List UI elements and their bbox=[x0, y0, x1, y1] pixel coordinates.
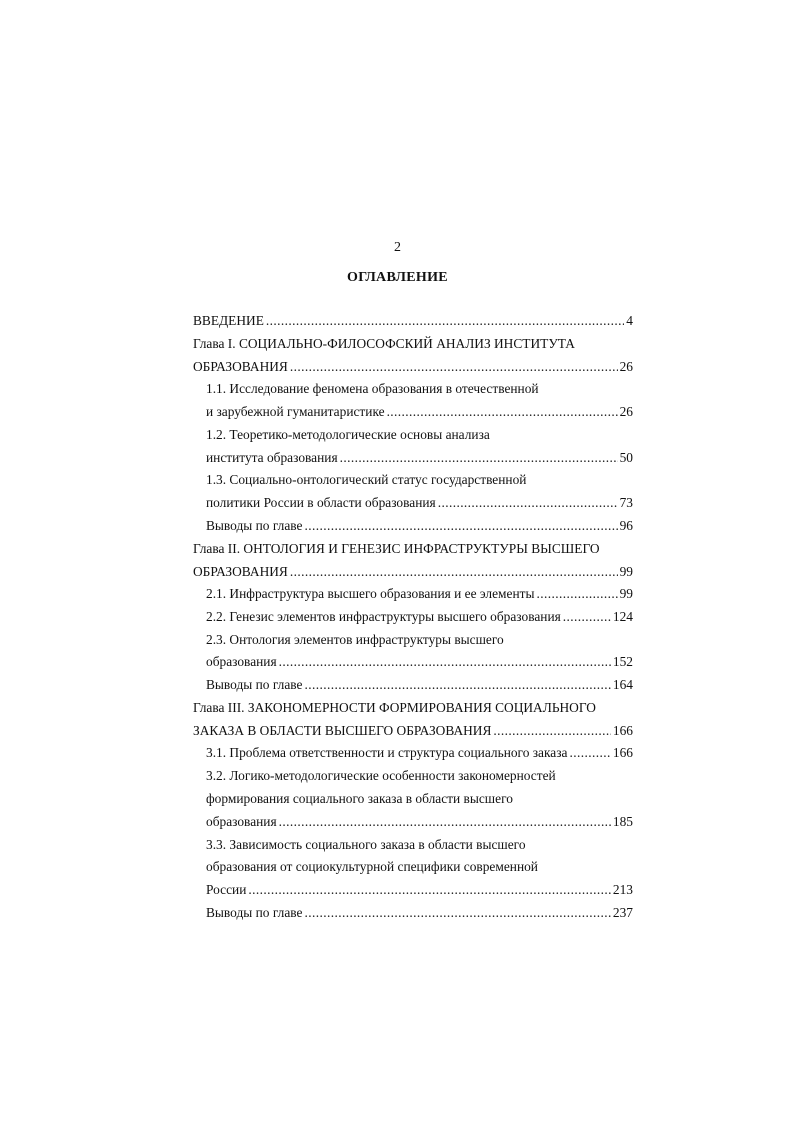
toc-section-3-3-title-cont: образования от социокультурной специфики современной bbox=[206, 859, 538, 874]
toc-entry-section-3-1 bbox=[206, 744, 633, 762]
toc-entry-page: 185 bbox=[612, 814, 633, 829]
toc-entry-text: института образования bbox=[206, 450, 338, 465]
toc-entry-text: 3.1. Проблема ответственности и структура социального заказа bbox=[206, 745, 568, 760]
toc-section-1-3-title: 1.3. Социально-онтологический статус государственной bbox=[206, 472, 527, 487]
toc-section-3-2-title-cont: формирования социального заказа в области высшего bbox=[206, 791, 513, 806]
toc-entry-text: политики России в области образования bbox=[206, 495, 436, 510]
toc-entry-text: ОБРАЗОВАНИЯ bbox=[193, 359, 288, 374]
toc-chapter-2-title: Глава II. ОНТОЛОГИЯ И ГЕНЕЗИС ИНФРАСТРУКТУРЫ ВЫСШЕГО bbox=[193, 541, 600, 556]
toc-entry-page: 166 bbox=[612, 723, 633, 738]
toc-entry-text: ОБРАЗОВАНИЯ bbox=[193, 564, 288, 579]
toc-entry-page: 152 bbox=[612, 654, 633, 669]
toc-entry-page: 164 bbox=[612, 677, 633, 692]
toc-entry-page: 237 bbox=[612, 905, 633, 920]
toc-entry-conclusions-2 bbox=[206, 676, 633, 694]
toc-entry-text: образования bbox=[206, 814, 277, 829]
toc-chapter-3-title: Глава III. ЗАКОНОМЕРНОСТИ ФОРМИРОВАНИЯ СОЦИАЛЬНОГО bbox=[193, 700, 596, 715]
toc-entry-section-3-3 bbox=[206, 881, 633, 899]
toc-entry-page: 50 bbox=[619, 450, 633, 465]
toc-entry-text: России bbox=[206, 882, 247, 897]
toc-entry-conclusions-1 bbox=[206, 517, 633, 535]
toc-entry-text: Выводы по главе bbox=[206, 677, 303, 692]
toc-entry-text: ЗАКАЗА В ОБЛАСТИ ВЫСШЕГО ОБРАЗОВАНИЯ bbox=[193, 723, 492, 738]
toc-entry-chapter-2 bbox=[193, 563, 633, 581]
toc-entry-page: 4 bbox=[626, 313, 633, 328]
toc-entry-text: и зарубежной гуманитаристике bbox=[206, 404, 385, 419]
toc-entry-section-1-1 bbox=[206, 403, 633, 421]
toc-entry-page: 73 bbox=[619, 495, 633, 510]
toc-section-3-2-title: 3.2. Логико-методологические особенности закономерностей bbox=[206, 768, 556, 783]
toc-entry-section-1-3 bbox=[206, 494, 633, 512]
toc-entry-text: ВВЕДЕНИЕ bbox=[193, 313, 264, 328]
toc-entry-section-2-2 bbox=[206, 608, 633, 626]
toc-entry-text: Выводы по главе bbox=[206, 905, 303, 920]
toc-entry-page: 99 bbox=[619, 564, 633, 579]
toc-entry-text: Выводы по главе bbox=[206, 518, 303, 533]
toc-entry-text: 2.1. Инфраструктура высшего образования и ее элементы bbox=[206, 586, 535, 601]
toc-section-2-3-title: 2.3. Онтология элементов инфраструктуры высшего bbox=[206, 632, 504, 647]
page-title: ОГЛАВЛЕНИЕ bbox=[347, 270, 448, 285]
page-number: 2 bbox=[394, 240, 401, 255]
toc-entry-page: 26 bbox=[619, 404, 633, 419]
toc-entry-section-2-3 bbox=[206, 653, 633, 671]
toc-entry-section-3-2 bbox=[206, 813, 633, 831]
toc-entry-text: 2.2. Генезис элементов инфраструктуры высшего образования bbox=[206, 609, 561, 624]
toc-entry-page: 166 bbox=[612, 745, 633, 760]
toc-entry-section-2-1 bbox=[206, 585, 633, 603]
toc-entry-intro bbox=[193, 312, 633, 330]
toc-entry-page: 99 bbox=[619, 586, 633, 601]
toc-entry-conclusions-3 bbox=[206, 904, 633, 922]
toc-entry-page: 26 bbox=[619, 359, 633, 374]
toc-section-1-2-title: 1.2. Теоретико-методологические основы анализа bbox=[206, 427, 490, 442]
toc-entry-page: 96 bbox=[619, 518, 633, 533]
toc-section-3-3-title: 3.3. Зависимость социального заказа в области высшего bbox=[206, 837, 526, 852]
toc-entry-chapter-3 bbox=[193, 722, 633, 740]
toc-section-1-1-title: 1.1. Исследование феномена образования в отечественной bbox=[206, 381, 539, 396]
toc-entry-page: 124 bbox=[612, 609, 633, 624]
toc-chapter-1-title: Глава I. СОЦИАЛЬНО-ФИЛОСОФСКИЙ АНАЛИЗ ИНСТИТУТА bbox=[193, 336, 575, 351]
toc-entry-chapter-1 bbox=[193, 358, 633, 376]
toc-entry-section-1-2 bbox=[206, 449, 633, 467]
toc-entry-text: образования bbox=[206, 654, 277, 669]
toc-entry-page: 213 bbox=[612, 882, 633, 897]
